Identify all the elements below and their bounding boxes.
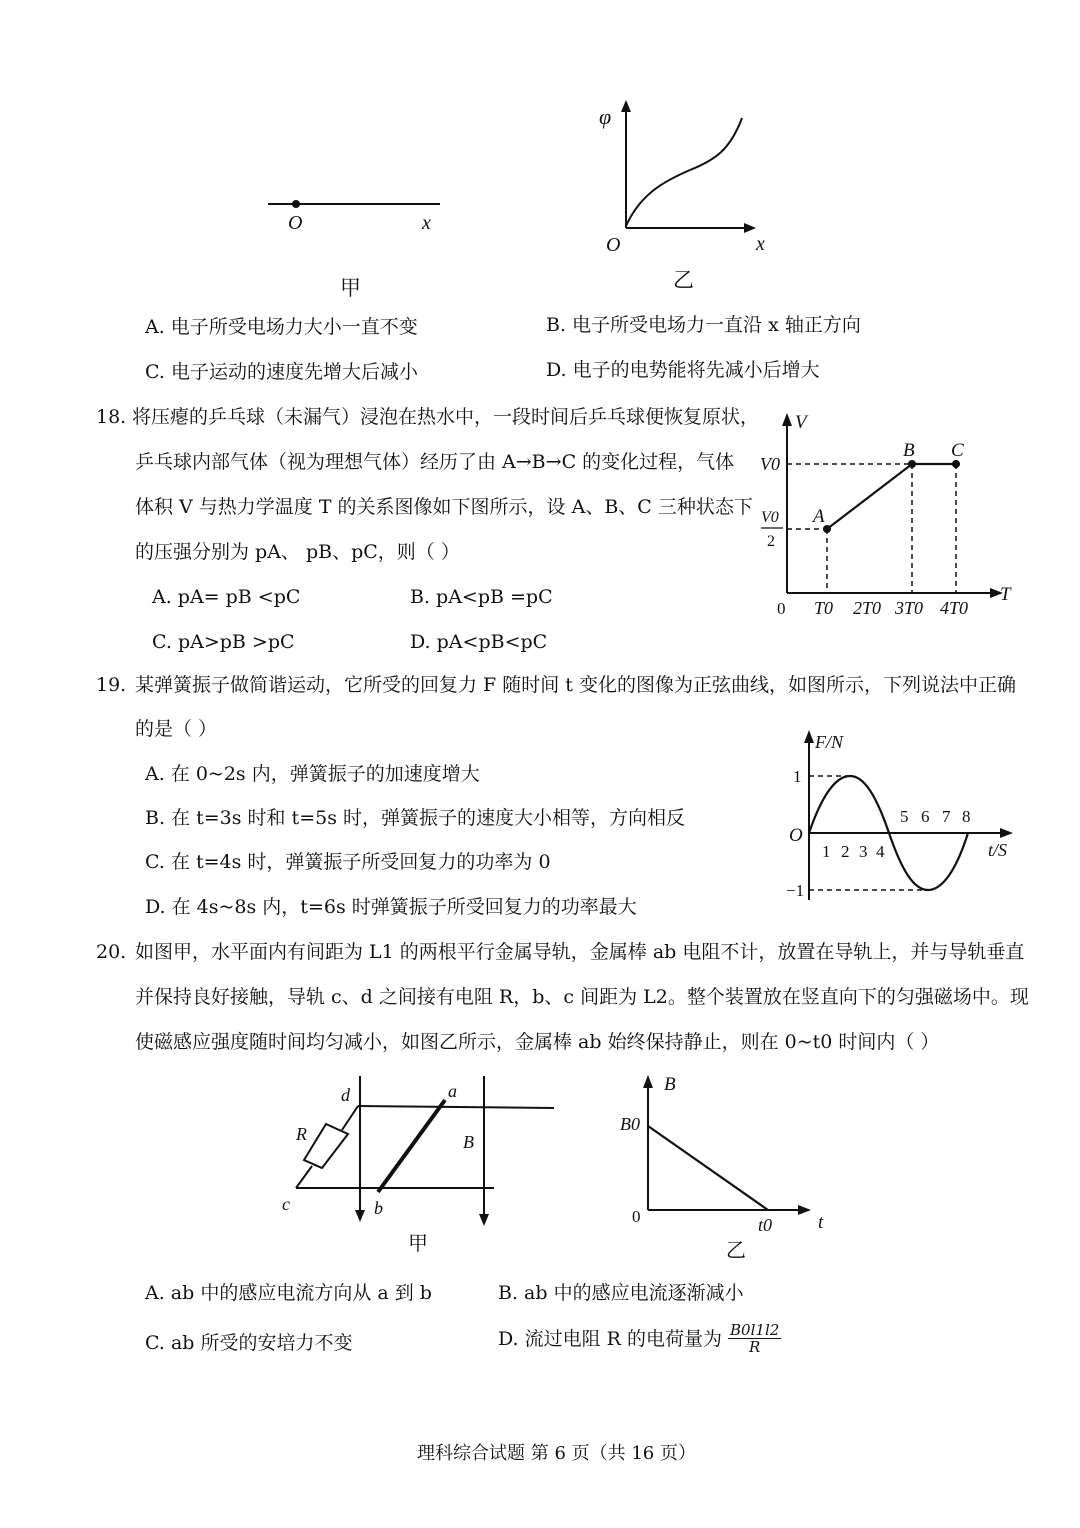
q20-number: 20. [96,941,127,963]
q20-option-a: A. ab 中的感应电流方向从 a 到 b [145,1282,432,1304]
page-footer: 理科综合试题 第 6 页（共 16 页） [417,1443,696,1464]
q20-option-d-fraction [728,1322,781,1355]
q19-tick-neg1: −1 [786,881,805,900]
q20-yi-b-line [648,1126,768,1210]
q20-yi-x-arrow [798,1205,811,1215]
q19-xtick-7: 7 [942,807,951,826]
q18-number: 18. [96,406,127,428]
q20-label-c: c [282,1194,290,1214]
q18-y-axis-label: V [795,412,807,433]
q18-option-c: C. pA>pB >pC [152,631,295,653]
q19-xtick-3: 3 [859,842,868,861]
q19-tick-1: 1 [793,767,802,786]
q17-yi-y-label: φ [599,104,612,129]
q17-yi-origin: O [606,234,621,256]
q18-x-axis-label: T [1000,584,1011,605]
q20-yi-b0: B0 [620,1114,640,1134]
q20-yi-y-label: B [664,1074,676,1095]
q17-option-a: A. 电子所受电场力大小一直不变 [145,316,418,338]
q19-x-axis-label: t/S [988,840,1008,860]
q18-tick-v0half-num: V0 [761,509,779,526]
q20-yi-origin: 0 [632,1207,641,1226]
q18-option-a: A. pA= pB <pC [152,586,301,608]
q18-option-d: D. pA<pB<pC [410,631,548,653]
q18-line-3: 体积 V 与热力学温度 T 的关系图像如下图所示，设 A、B、C 三种状态下 [135,496,753,518]
q19-xtick-4: 4 [876,842,885,861]
q18-line-2: 乒乓球内部气体（视为理想气体）经历了由 A→B→C 的变化过程，气体 [135,451,735,473]
q19-xtick-6: 6 [921,807,930,826]
q20-yi-t0: t0 [758,1215,773,1235]
q20-label-a: a [448,1081,457,1101]
q18-option-b: B. pA<pB =pC [410,586,553,608]
q19-xtick-8: 8 [962,807,971,826]
q19-line-2: 的是（ ） [135,718,218,740]
q18-origin: 0 [777,599,786,618]
q17-option-b: B. 电子所受电场力一直沿 x 轴正方向 [546,314,861,336]
q20-line-2: 并保持良好接触，导轨 c、d 之间接有电阻 R，b、c 间距为 L2。整个装置放在竖直向下的匀强磁场中。现 [135,986,1029,1008]
q17-option-c: C. 电子运动的速度先增大后减小 [145,361,418,383]
q20-jia-caption: 甲 [408,1233,428,1255]
q19-number: 19. [96,674,127,696]
q17-jia-caption: 甲 [340,276,361,300]
q20-option-b: B. ab 中的感应电流逐渐减小 [498,1282,744,1304]
q19-option-b: B. 在 t=3s 时和 t=5s 时，弹簧振子的速度大小相等，方向相反 [145,807,685,829]
q20-option-c: C. ab 所受的安培力不变 [145,1332,353,1354]
q20-option-d [498,1322,781,1355]
q19-option-a: A. 在 0~2s 内，弹簧振子的加速度增大 [145,763,480,785]
q18-tick-t0: T0 [814,598,834,618]
q18-label-b: B [903,440,915,461]
q19-xtick-2: 2 [841,842,850,861]
q18-tick-3t0: 3T0 [895,598,924,618]
q17-yi-caption: 乙 [673,268,694,292]
q20-yi-y-arrow [643,1075,653,1088]
q20-yi-caption: 乙 [726,1240,746,1262]
q18-label-c: C [951,440,964,461]
q19-option-c: C. 在 t=4s 时，弹簧振子所受回复力的功率为 0 [145,851,551,873]
q18-line-1: 将压瘪的乒乓球（未漏气）浸泡在热水中，一段时间后乒乓球便恢复原状， [132,406,760,428]
q18-tick-2t0: 2T0 [853,598,882,618]
q20-label-d: d [341,1085,350,1105]
q20-label-b-field: B [463,1132,474,1152]
q18-tick-v0half-den: 2 [767,533,775,550]
q20-option-d-numerator: B0l1l2 [730,1321,780,1339]
q18-label-a: A [813,506,825,527]
q18-line-4: 的压强分别为 pA、 pB、pC，则（ ） [135,541,460,563]
q19-origin: O [789,825,803,846]
q20-line-1: 如图甲，水平面内有间距为 L1 的两根平行金属导轨，金属棒 ab 电阻不计，放置在导轨上，并与导轨垂直 [135,941,1025,963]
q17-yi-x-label: x [756,233,765,255]
q18-tick-v0: V0 [760,454,780,474]
q19-line-1: 某弹簧振子做简谐运动，它所受的回复力 F 随时间 t 变化的图像为正弦曲线，如图所示，下列说法中正确 [135,674,1016,696]
q18-tick-4t0: 4T0 [940,598,969,618]
q20-option-d-denominator: R [749,1338,761,1356]
q17-option-d: D. 电子的电势能将先减小后增大 [546,359,820,381]
q17-jia-origin: O [288,212,303,234]
q19-y-axis-label: F/N [815,732,844,752]
q20-label-r: R [296,1124,307,1144]
q20-label-b: b [374,1198,383,1218]
q19-xtick-5: 5 [900,807,909,826]
q20-line-3: 使磁感应强度随时间均匀减小，如图乙所示，金属棒 ab 始终保持静止，则在 0~t0 时间内（ ） [135,1031,940,1053]
q19-option-d: D. 在 4s~8s 内，t=6s 时弹簧振子所受回复力的功率最大 [145,896,637,918]
q20-yi-x-label: t [818,1212,824,1233]
q20-option-d-text: D. 流过电阻 R 的电荷量为 [498,1327,723,1350]
q17-jia-axis-label: x [422,212,431,234]
q19-xtick-1: 1 [822,842,831,861]
